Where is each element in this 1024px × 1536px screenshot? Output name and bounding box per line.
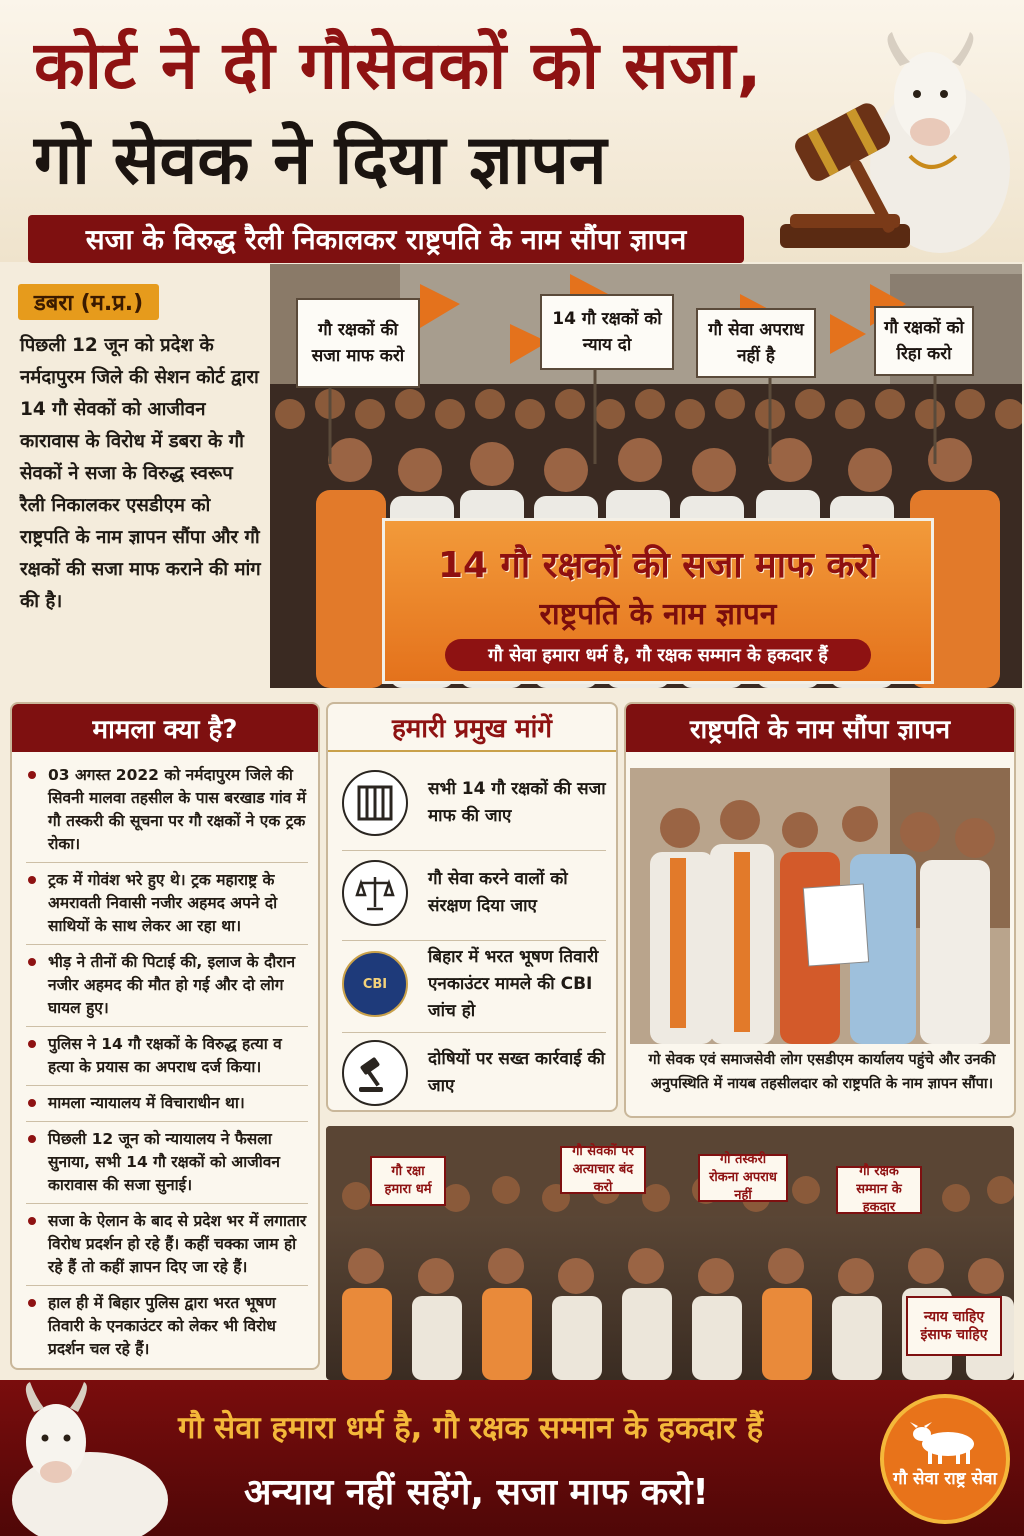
demand-text: दोषियों पर सख्त कार्रवाई की जाए [428, 1049, 605, 1096]
banner-line3: गौ सेवा हमारा धर्म है, गौ रक्षक सम्मान के हकदार हैं [445, 639, 871, 671]
seva-seal [880, 1394, 1010, 1524]
headline-line2: गो सेवक ने दिया ज्ञापन [34, 121, 607, 200]
protest-sign: गौ सेवा अपराध नहीं है [696, 308, 816, 378]
footer-slogan-2: अन्याय नहीं सहेंगे, सजा माफ करो! [244, 1472, 709, 1513]
demands-heading: हमारी प्रमुख मांगें [328, 704, 616, 752]
cow-and-gavel-illustration [760, 28, 1010, 262]
dateline-place: डबरा (म.प्र.) [18, 284, 159, 320]
memorandum-illustration [630, 768, 1010, 1044]
banner-line2: राष्ट्रपति के नाम ज्ञापन [539, 597, 777, 632]
protest-sign: गौ रक्षा हमारा धर्म [370, 1156, 446, 1206]
memorandum-heading: राष्ट्रपति के नाम सौंपा ज्ञापन [626, 704, 1014, 752]
headline-subtitle: सजा के विरुद्ध रैली निकालकर राष्ट्रपति के नाम सौंपा ज्ञापन [28, 215, 744, 263]
footer-slogan-1: गौ सेवा हमारा धर्म है, गौ रक्षक सम्मान के हकदार हैं [178, 1410, 764, 1446]
list-item: 03 अगस्त 2022 को नर्मदापुरम जिले की सिवनी मालवा तहसील के पास बरखाड गांव में गौ तस्करी की सूचना पर गौ रक्षकों ने एक ट्रक रोका। [26, 758, 308, 863]
demand-text: बिहार में भरत भूषण तिवारी एनकाउंटर मामले की CBI जांच हो [428, 946, 599, 1021]
headline-line1: कोर्ट ने दी गौसेवकों को सजा, [34, 27, 763, 104]
rally-banner [382, 518, 934, 684]
list-item: पुलिस ने 14 गौ रक्षकों के विरुद्ध हत्या व हत्या के प्रयास का अपराध दर्ज किया। [26, 1027, 308, 1086]
cow-silhouette-icon [884, 1402, 1006, 1472]
protest-sign: गो तस्करी रोकना अपराध नहीं [698, 1154, 788, 1202]
list-item: हाल ही में बिहार पुलिस द्वारा भरत भूषण तिवारी के एनकाउंटर को लेकर भी विरोध प्रदर्शन चल रहे हैं। [26, 1286, 308, 1367]
memorandum-caption: गो सेवक एवं समाजसेवी लोग एसडीएम कार्यालय पहुंचे और उनकी अनुपस्थिति में नायब तहसीलदार को राष्ट्रपति के नाम ज्ञापन सौंपा। [648, 1052, 996, 1092]
memorandum-photo [630, 768, 1010, 1044]
memorandum-panel [624, 702, 1016, 1118]
case-panel [10, 702, 320, 1370]
cow-icon [0, 1380, 170, 1536]
header [0, 0, 1024, 262]
demand-item [342, 936, 606, 1032]
cbi-emblem-text: CBI [362, 976, 388, 992]
protest-sign: गौ सेवकों पर अत्याचार बंद करो [560, 1146, 646, 1194]
rally-photo [270, 264, 1022, 688]
demand-text: सभी 14 गौ रक्षकों की सजा माफ की जाए [428, 779, 606, 826]
list-item: ट्रक में गोवंश भरे हुए थे। ट्रक महाराष्ट्र के अमरावती निवासी नजीर अहमद अपने दो साथियों के साथ लेकर आ रहा था। [26, 863, 308, 945]
case-list [12, 752, 318, 1367]
demands-panel [326, 702, 618, 1112]
case-heading: मामला क्या है? [12, 704, 318, 752]
seal-text: गौ सेवा राष्ट्र सेवा [893, 1469, 997, 1489]
list-item: भीड़ ने तीनों की पिटाई की, इलाज के दौरान नजीर अहमद की मौत हो गई और दो लोग घायल हुए। [26, 945, 308, 1027]
protest-sign: 14 गौ रक्षकों को न्याय दो [540, 294, 674, 370]
gavel-icon [342, 1040, 408, 1106]
protest-sign: गौ रक्षकों की सजा माफ करो [296, 298, 420, 388]
list-item: मामला न्यायालय में विचाराधीन था। [26, 1086, 308, 1122]
footer-banner [0, 1380, 1024, 1536]
list-item: पिछली 12 जून को न्यायालय ने फैसला सुनाया, सभी 14 गौ रक्षकों को आजीवन कारावास की सजा सुनाई। [26, 1122, 308, 1204]
demand-item [342, 760, 606, 846]
jail-bars-icon [342, 770, 408, 836]
list-item: सजा के ऐलान के बाद से प्रदेश भर में लगातार विरोध प्रदर्शन हो रहे हैं। कहीं चक्का जाम हो रहे हैं तो कहीं ज्ञापन दिए जा रहे हैं। [26, 1204, 308, 1286]
intro-paragraph: पिछली 12 जून को प्रदेश के नर्मदापुरम जिले की सेशन कोर्ट द्वारा 14 गौ सेवकों को आजीवन कारावास के विरोध में डबरा के गौ सेवकों ने सजा के विरुद्ध स्वरूप रैली निकालकर एसडीएम को राष्ट्रपति के नाम ज्ञापन सौंपा और गौ रक्षकों की सजा माफ कराने की मांग की है। [20, 335, 261, 612]
protest-sign: न्याय चाहिए इंसाफ चाहिए [906, 1296, 1002, 1356]
protest-sign: गौ रक्षकों को रिहा करो [874, 306, 974, 376]
demand-item [342, 850, 606, 936]
demand-item [342, 1030, 606, 1112]
cbi-emblem-icon [342, 951, 408, 1017]
demand-text: गौ सेवा करने वालों को संरक्षण दिया जाए [428, 869, 568, 916]
protest-sign: गौ रक्षक सम्मान के हकदार [836, 1166, 922, 1214]
justice-scales-icon [342, 860, 408, 926]
banner-line1: 14 गौ रक्षकों की सजा माफ करो [437, 545, 879, 586]
sit-in-photo [326, 1126, 1014, 1380]
